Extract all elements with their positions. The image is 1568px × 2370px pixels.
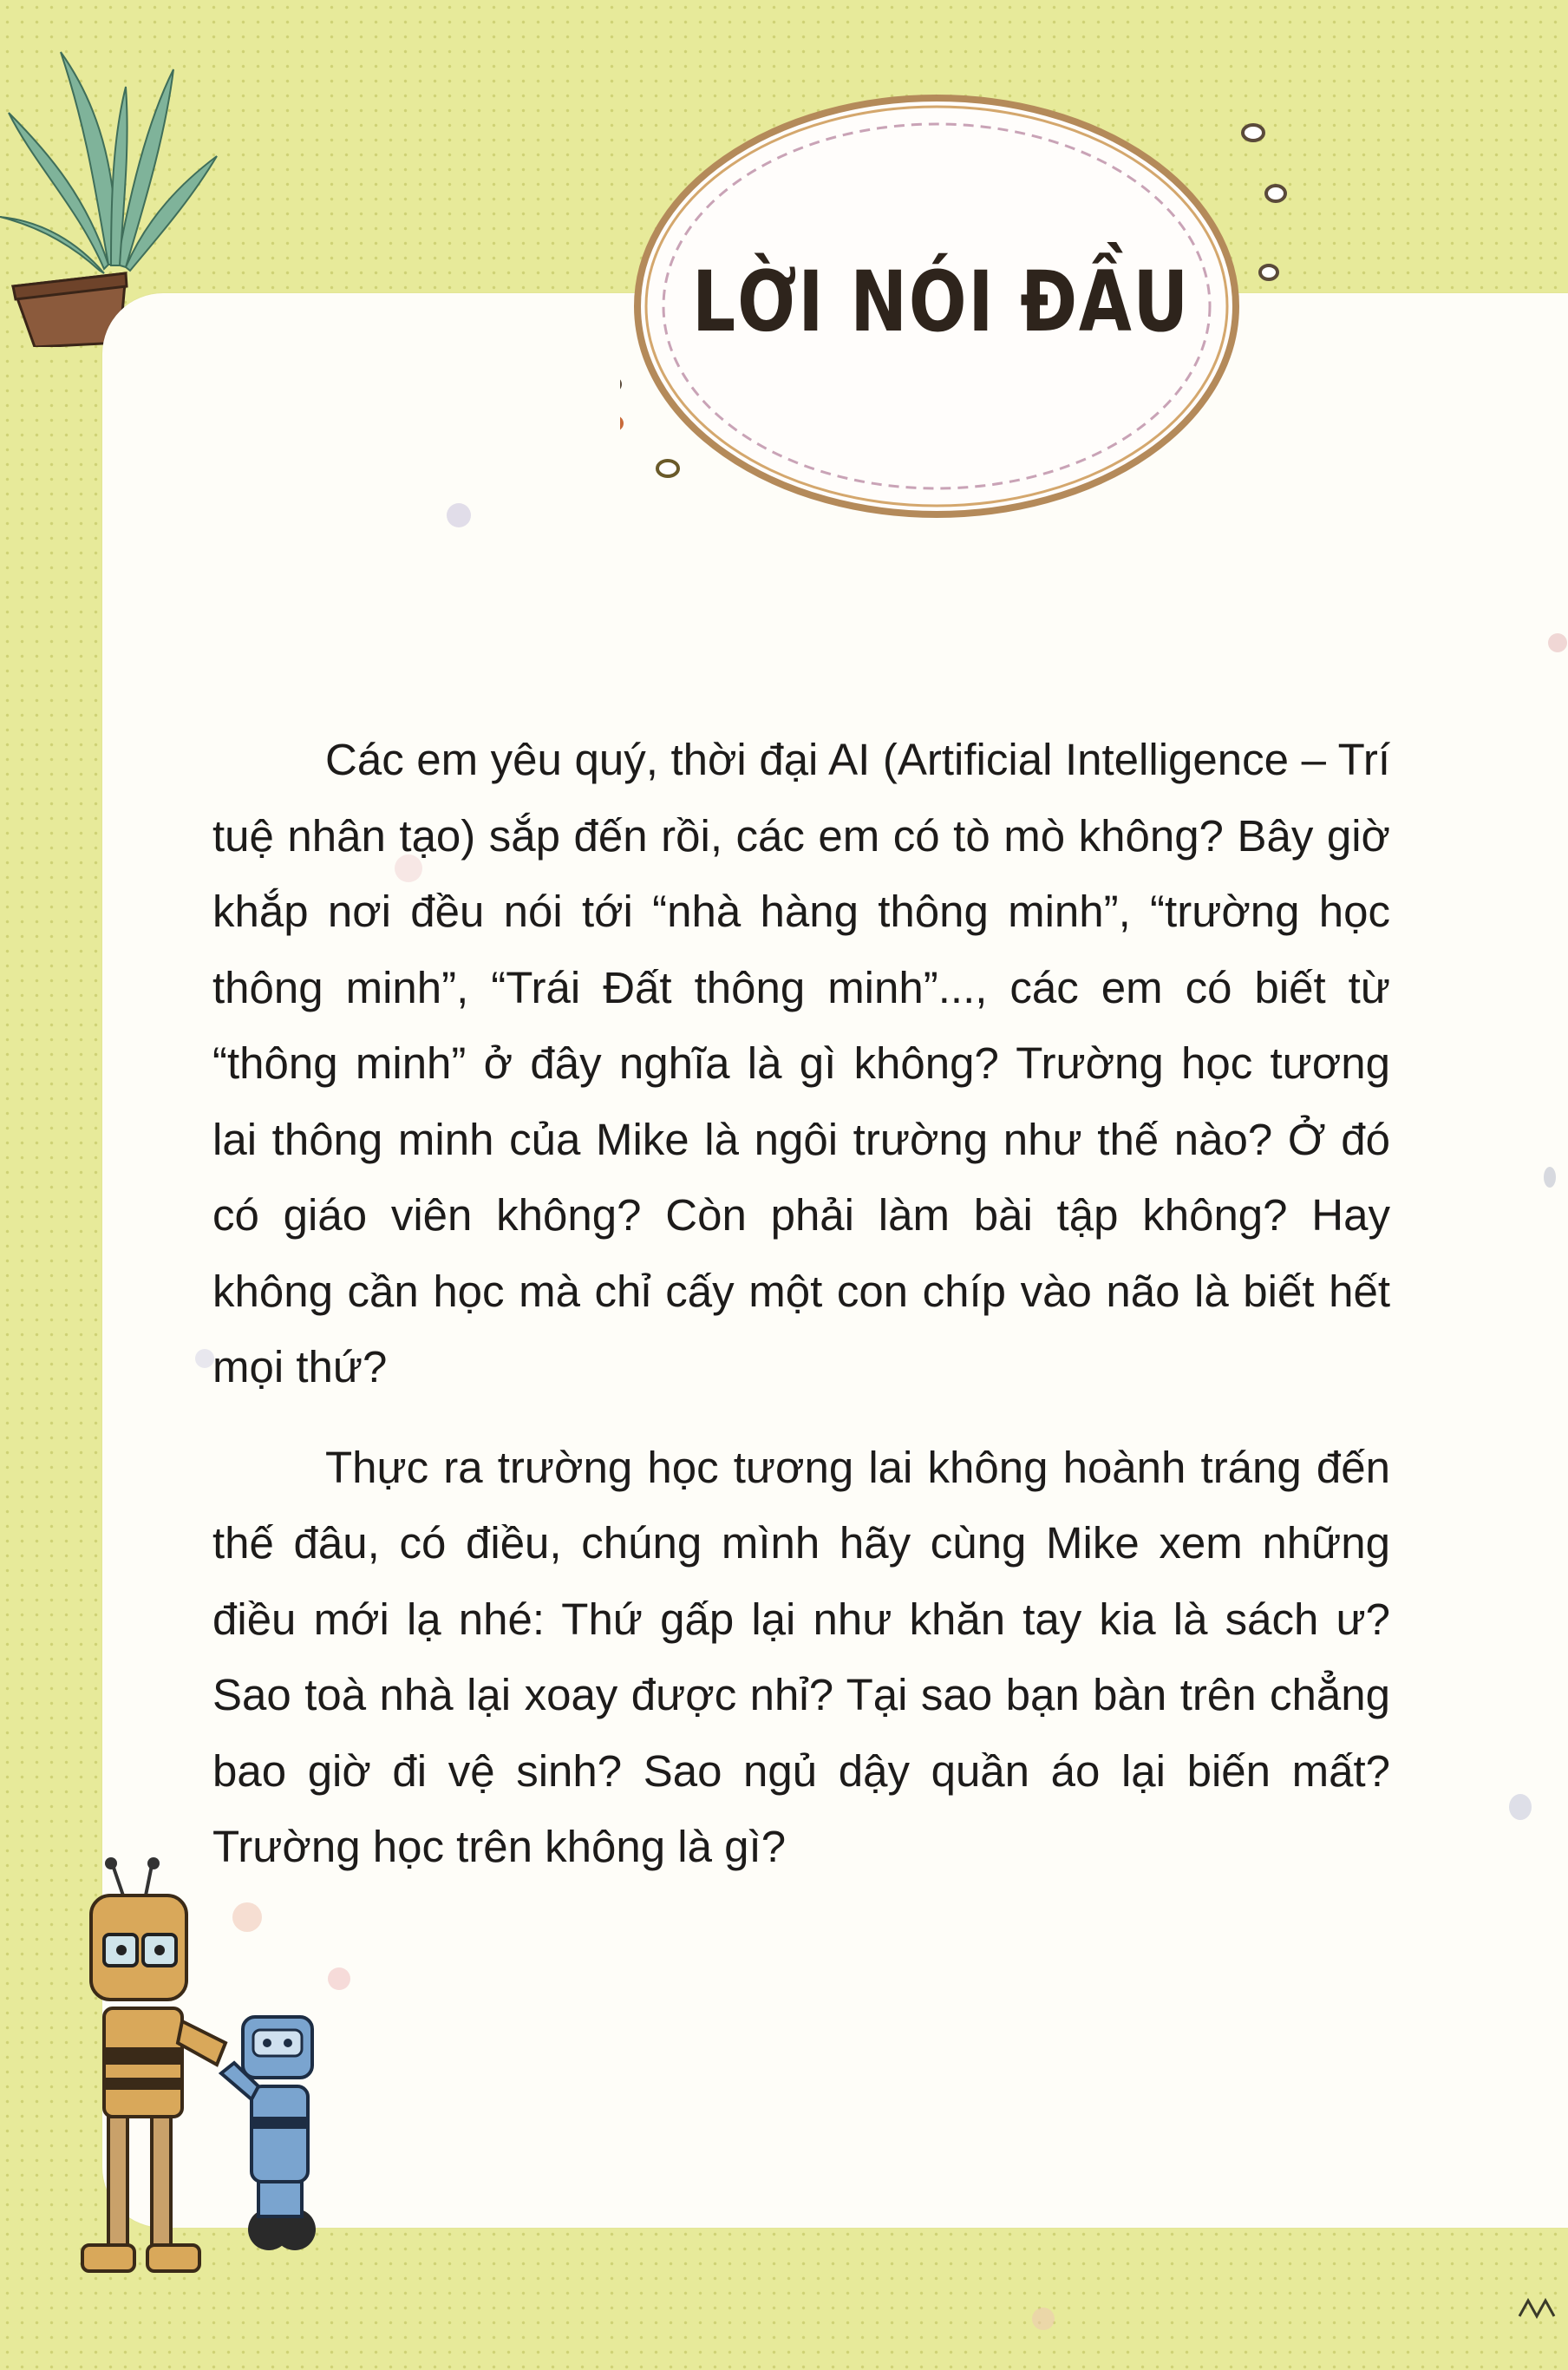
dot xyxy=(447,503,471,527)
paragraph: Các em yêu quý, thời đại AI (Artificial Intelligence – Trí tuệ nhân tạo) sắp đến rồi, các em có tò mò không? Bây giờ khắp nơi đều nói tới “nhà hàng thông minh”, “trường học thông minh”, “Trái Đất thông minh”..., các em có biết từ “thông minh” ở đây nghĩa là gì không? Trường học tương lai thông minh của Mike là ngôi trường như thế nào? Ở đó có giáo viên không? Còn phải làm bài tập không? Hay không cần học mà chỉ cấy một con chíp vào não là biết hết mọi thứ? xyxy=(212,735,1390,1391)
robots-illustration xyxy=(52,1856,347,2311)
dot xyxy=(195,1349,214,1368)
dot xyxy=(1032,2308,1055,2330)
title-frame xyxy=(620,59,1305,545)
corner-doodle-icon xyxy=(1516,2290,1559,2328)
paragraph: Thực ra trường học tương lai không hoành tráng đến thế đâu, có điều, chúng mình hãy cùng Mike xem những điều mới lạ nhé: Thứ gấp lại như khăn tay kia là sách ư? Sao toà nhà lại xoay được nhỉ? Tại sao bạn bàn trên chẳng bao giờ đi vệ sinh? Sao ngủ dậy quần áo lại biến mất? Trường học trên không là gì? xyxy=(212,1442,1390,1871)
dot xyxy=(1548,633,1567,652)
page-title: LỜI NÓI ĐẦU xyxy=(692,253,1190,350)
dot xyxy=(1509,1794,1532,1820)
body-text xyxy=(212,722,1390,1885)
dot xyxy=(1544,1167,1556,1188)
